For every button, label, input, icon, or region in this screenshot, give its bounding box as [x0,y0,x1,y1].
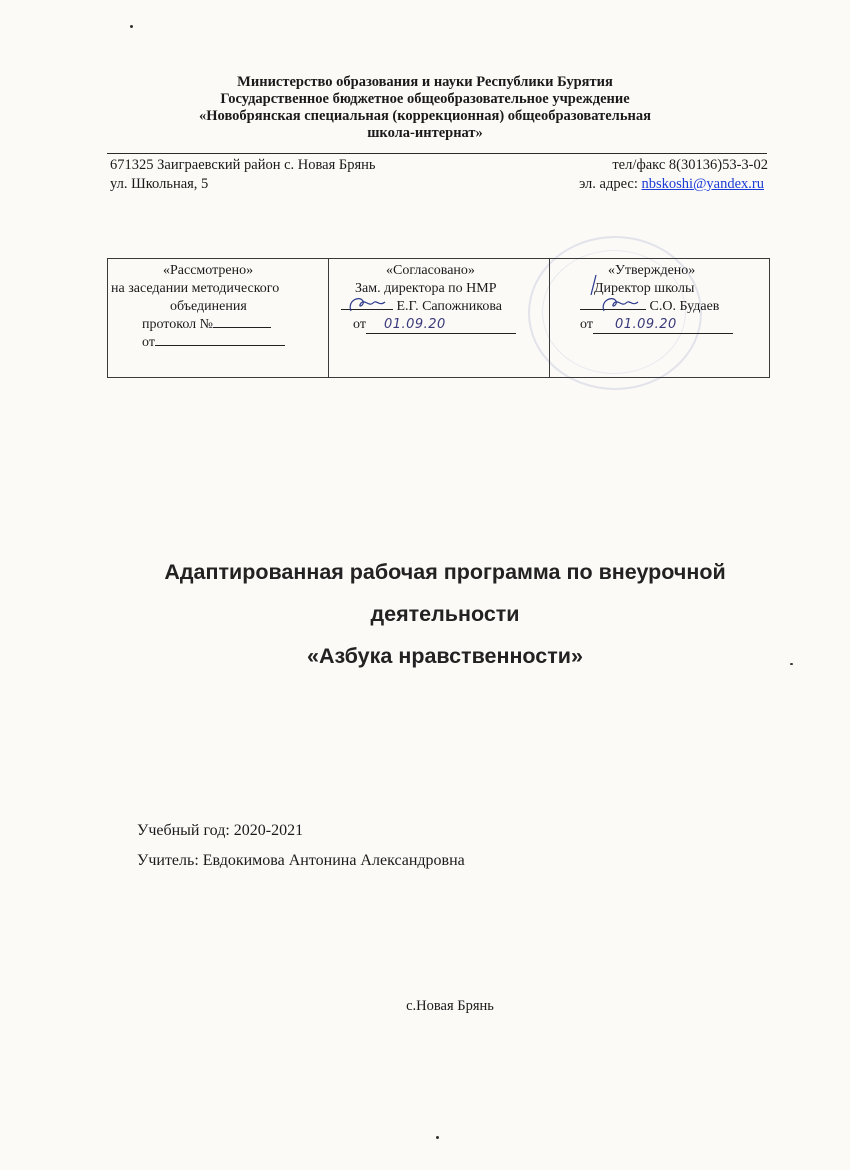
reviewed-line-1: на заседании методического [111,281,280,296]
school-year: Учебный год: 2020-2021 [137,822,304,839]
reviewed-date-line [142,334,285,351]
approved-signature-mark [598,293,648,317]
teacher: Учитель: Евдокимова Антонина Александровна [137,852,465,869]
agreed-date-blank [366,316,516,334]
email-label: эл. адрес: [579,176,642,192]
approved-name: С.О. Будаев [649,299,720,314]
header-line-4: школа-интернат» [367,125,483,141]
scan-speck [130,25,133,28]
header-divider [107,153,767,154]
approval-col-reviewed [108,259,329,378]
approved-date-blank [593,316,733,334]
approved-role: Директор школы [594,281,695,296]
scan-speck [790,663,793,665]
program-title-line-2: деятельности [370,602,520,626]
approved-date-value: 01.09.20 [614,317,677,332]
agreed-title: «Согласовано» [386,263,475,278]
address-left-2: ул. Школьная, 5 [110,176,209,192]
reviewed-line-2: объединения [170,299,247,314]
reviewed-date-label: от [142,335,155,350]
agreed-date-value: 01.09.20 [383,317,446,332]
email-line [579,175,764,193]
agreed-name: Е.Г. Сапожникова [396,299,502,314]
approved-date-line [580,316,733,334]
protocol-label: протокол № [142,317,213,332]
agreed-date-label: от [353,317,366,332]
reviewed-date-blank [155,345,285,346]
header-line-3: «Новобрянская специальная (коррекционная) общеобразовательная [199,108,651,124]
header-line-1: Министерство образования и науки Республики Бурятия [237,74,613,90]
header-line-2: Государственное бюджетное общеобразовательное учреждение [220,91,630,107]
approval-col-agreed [329,259,550,378]
protocol-line [142,316,271,333]
scan-speck [436,1136,439,1139]
approved-title: «Утверждено» [608,263,696,278]
place-name: с.Новая Брянь [406,998,494,1014]
protocol-blank [213,327,271,328]
reviewed-title: «Рассмотрено» [163,263,254,278]
institution-header [0,74,850,142]
agreed-signature-mark [345,293,395,317]
agreed-date-line [353,316,516,334]
agreed-role: Зам. директора по НМР [355,281,497,296]
approval-table [107,258,770,378]
program-title-line-3: «Азбука нравственности» [307,644,583,668]
approval-col-approved [550,259,770,378]
address-left-1: 671325 Заиграевский район с. Новая Брянь [110,157,376,173]
program-title-line-1: Адаптированная рабочая программа по внеурочной [164,560,726,584]
email-link[interactable]: nbskoshi@yandex.ru [641,176,764,192]
phone-fax: тел/факс 8(30136)53-3-02 [612,157,768,173]
approved-date-label: от [580,317,593,332]
